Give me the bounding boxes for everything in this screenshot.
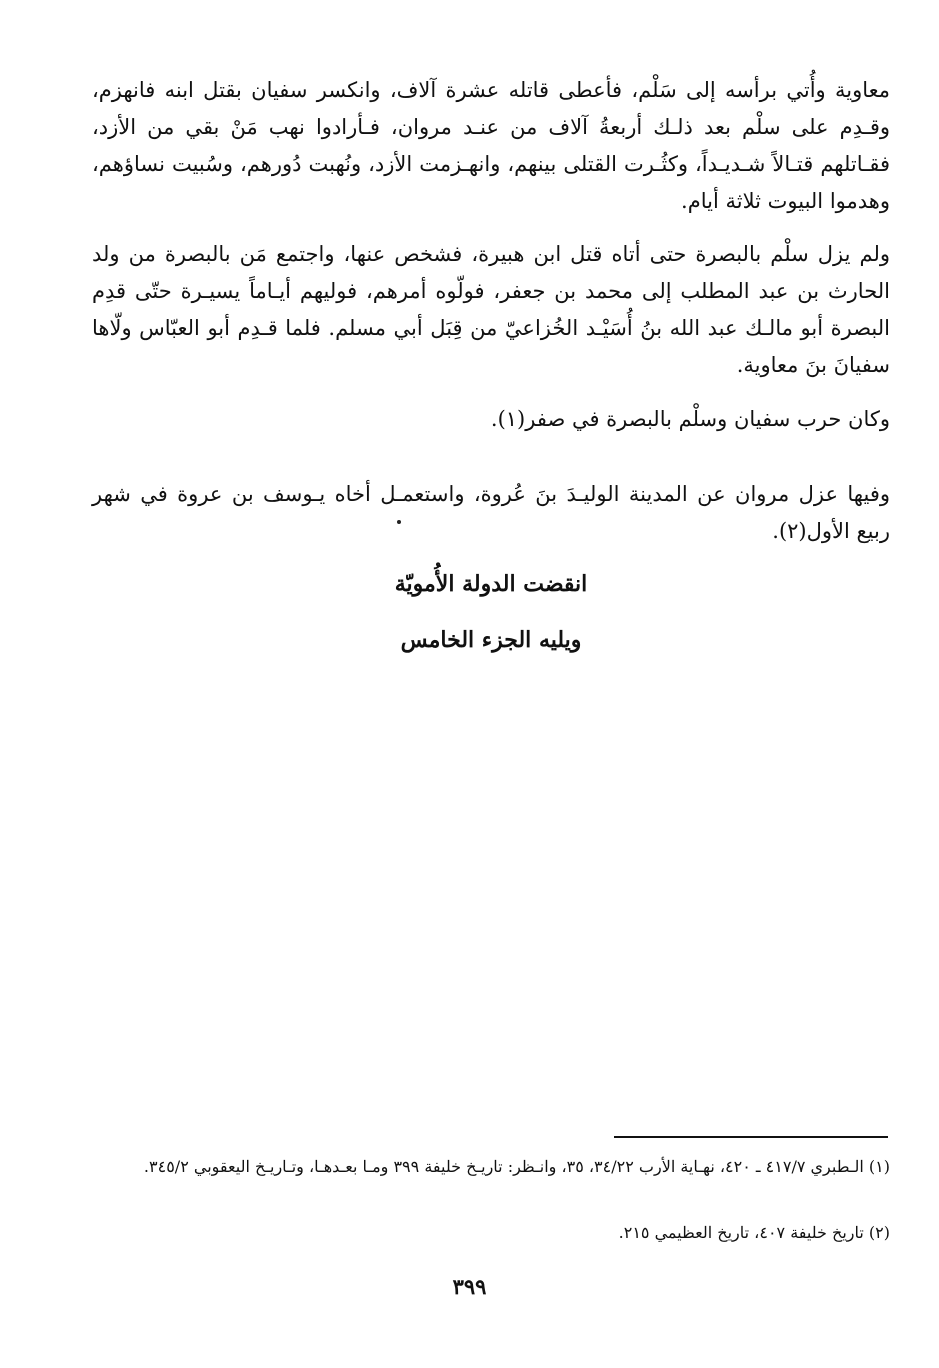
- footnote-1: (١) الـطبري ٤١٧/٧ ـ ٤٢٠، نهـاية الأرب ٣٤/٢٢، ٣٥، وانـظر: تاريـخ خليفة ٣٩٩ ومـا بعـدهـا، وتـاريـخ اليعقوبي ٣٤٥/٢.: [143, 1157, 890, 1176]
- paragraph-war-date: وكان حرب سفيان وسلْم بالبصرة في صفر(١).: [490, 407, 890, 431]
- ink-speck: [397, 520, 401, 524]
- footnote-2: (٢) تاريخ خليفة ٤٠٧، تاريخ العظيمي ٢١٥.: [618, 1223, 890, 1242]
- footnote-divider: [614, 1136, 888, 1138]
- next-volume-heading: ويليه الجزء الخامس: [400, 627, 582, 653]
- paragraph-marwan-dismissal: وفيها عزل مروان عن المدينة الوليـدَ بنَ عُروة، واستعمـل أخاه يـوسف بن عروة في شهر ربيع الأول(٢).: [92, 482, 890, 543]
- paragraph-salm-leaves-basra: ولم يزل سلْم بالبصرة حتى أتاه قتل ابن هبيرة، فشخص عنها، واجتمع مَن بالبصرة من ولد الحارث بن عبد المطلب إلى محمد بن جعفر، فولّوه أمرهم، فوليهم أيـاماً يسيـرة حتّى قدِم البصرة أبو مالـك عبد الله بنُ أُسَيْـد الخُزاعيّ من قِبَل أبي مسلم. فلما قـدِم أبو العبّاس ولّاها سفيانَ بنَ معاوية.: [92, 242, 890, 377]
- end-of-dynasty-heading: انقضت الدولة الأُمويّة: [394, 571, 588, 597]
- paragraph-battle-of-basra: معاوية وأُتي برأسه إلى سَلْم، فأعطى قاتله عشرة آلاف، وانكسر سفيان بقتل ابنه فانهزم، وقـدِم على سلْم بعد ذلـك أربعةُ آلاف من عنـد مروان، فـأرادوا نهب مَنْ بقي من الأزد، فقـاتلهم قتـالاً شـديـداً، وكثُـرت القتلى بينهم، وانهـزمت الأزد، ونُهبت دُورهم، وسُبيت نساؤهم، وهدموا البيوت ثلاثة أيام.: [92, 78, 890, 213]
- page-number: ٣٩٩: [452, 1274, 487, 1299]
